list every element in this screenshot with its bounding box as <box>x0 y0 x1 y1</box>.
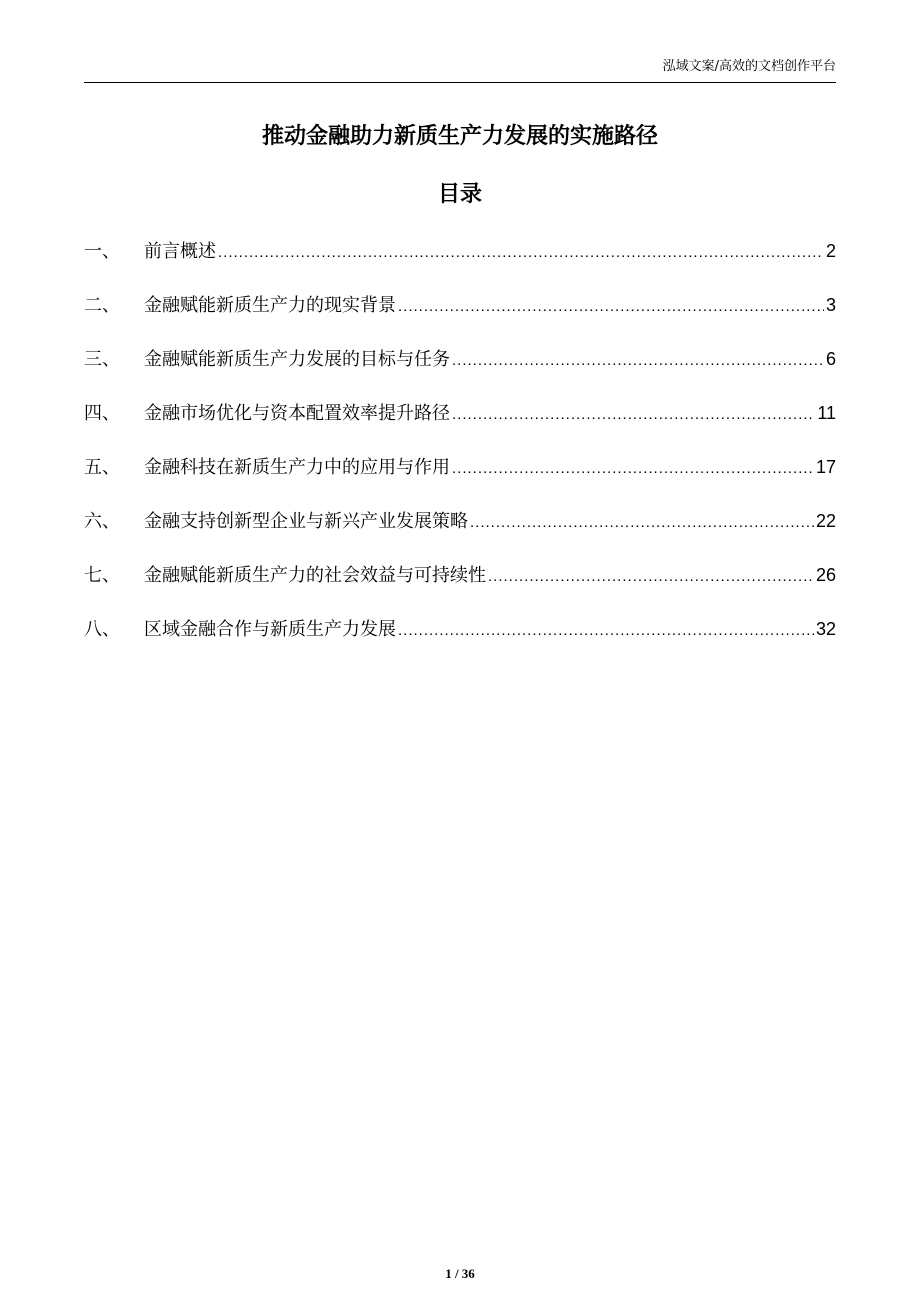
toc-entry-number: 四、 <box>84 403 120 424</box>
toc-entry-6[interactable] <box>84 506 836 560</box>
toc-dot-leader <box>398 616 814 646</box>
toc-entry-label: 金融科技在新质生产力中的应用与作用 <box>144 457 450 478</box>
toc-entry-page: 3 <box>825 295 836 315</box>
toc-entry-number: 五、 <box>84 457 120 478</box>
toc-dot-leader <box>452 400 815 430</box>
toc-entry-label: 金融支持创新型企业与新兴产业发展策略 <box>144 511 468 532</box>
toc-entry-number: 六、 <box>84 511 120 532</box>
table-of-contents <box>84 236 836 668</box>
toc-dot-leader <box>470 508 814 538</box>
toc-entry-number: 三、 <box>84 349 120 370</box>
toc-entry-8[interactable] <box>84 614 836 668</box>
toc-dot-leader <box>218 238 824 268</box>
toc-entry-3[interactable] <box>84 344 836 398</box>
toc-entry-page: 11 <box>817 403 836 423</box>
toc-entry-label: 前言概述 <box>144 241 216 262</box>
document-title: 推动金融助力新质生产力发展的实施路径 <box>261 124 658 149</box>
header-rule <box>84 82 836 83</box>
toc-entry-page: 22 <box>815 511 836 531</box>
toc-entry-number: 一、 <box>84 241 120 262</box>
toc-entry-label: 金融市场优化与资本配置效率提升路径 <box>144 403 450 424</box>
header-text: 泓域文案/高效的文档创作平台 <box>662 59 836 74</box>
toc-dot-leader <box>398 292 824 322</box>
page-number: 1 / 36 <box>445 1266 475 1281</box>
toc-entry-page: 6 <box>825 349 836 369</box>
toc-entry-number: 八、 <box>84 619 120 640</box>
toc-entry-page: 2 <box>825 241 836 261</box>
toc-entry-number: 二、 <box>84 295 120 316</box>
toc-entry-7[interactable] <box>84 560 836 614</box>
toc-entry-label: 金融赋能新质生产力发展的目标与任务 <box>144 349 450 370</box>
toc-entry-label: 区域金融合作与新质生产力发展 <box>144 619 396 640</box>
toc-entry-page: 17 <box>815 457 836 477</box>
toc-entry-5[interactable] <box>84 452 836 506</box>
toc-entry-2[interactable] <box>84 290 836 344</box>
toc-entry-1[interactable] <box>84 236 836 290</box>
toc-dot-leader <box>452 346 824 376</box>
toc-entry-number: 七、 <box>84 565 120 586</box>
toc-entry-4[interactable] <box>84 398 836 452</box>
toc-entry-label: 金融赋能新质生产力的社会效益与可持续性 <box>144 565 486 586</box>
toc-heading: 目录 <box>437 182 482 207</box>
toc-entry-page: 26 <box>815 565 836 585</box>
toc-entry-page: 32 <box>815 619 836 639</box>
toc-dot-leader <box>488 562 814 592</box>
toc-entry-label: 金融赋能新质生产力的现实背景 <box>144 295 396 316</box>
toc-dot-leader <box>452 454 814 484</box>
